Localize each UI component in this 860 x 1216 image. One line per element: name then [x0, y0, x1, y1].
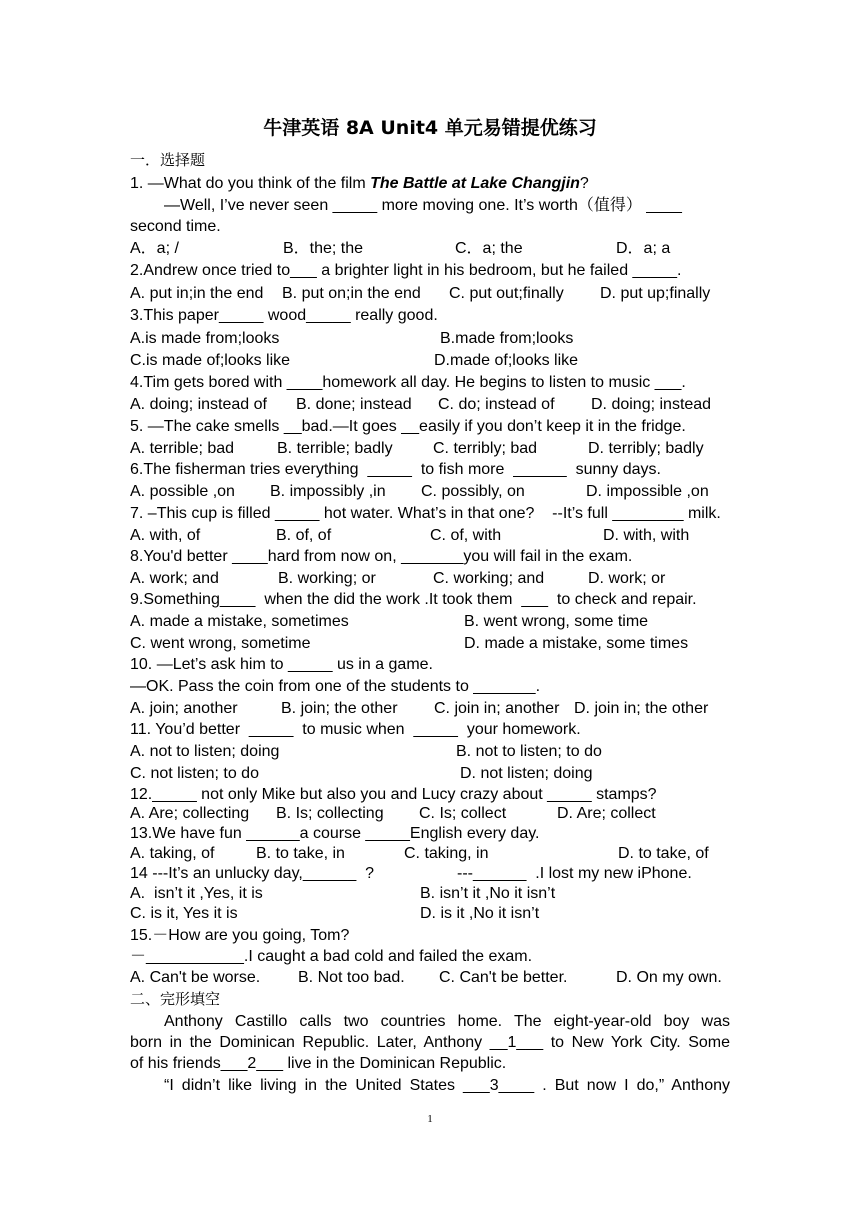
question-15-line2: －___________.I caught a bad cold and failed the exam.: [130, 948, 533, 965]
q1-option-b: B．the; the: [283, 240, 364, 257]
q12-option-a: A. Are; collecting: [130, 805, 250, 822]
q12-option-c: C. Is; collect: [419, 805, 507, 822]
q8-option-a: A. work; and: [130, 570, 219, 587]
q7-option-d: D. with, with: [603, 527, 690, 544]
passage-line-4: [164, 1075, 730, 1096]
q2-option-d: D. put up;finally: [600, 285, 711, 302]
question-14-stem: 14 ---It’s an unlucky day,______ ?: [130, 865, 374, 882]
q3-option-d: D.made of;looks like: [434, 352, 579, 369]
passage-text: “I didn’t like living in the United States: [164, 1077, 463, 1094]
q3-option-c: C.is made of;looks like: [130, 352, 291, 369]
q1-option-c: C．a; the: [455, 240, 523, 257]
q14-option-c: C. is it, Yes it is: [130, 905, 238, 922]
q4-option-c: C. do; instead of: [438, 396, 555, 413]
q10-option-c: C. join in; another: [434, 700, 560, 717]
question-9-stem: 9.Something____ when the did the work .It took them ___ to check and repair.: [130, 591, 697, 608]
q14-option-a: A. isn’t it ,Yes, it is: [130, 885, 263, 902]
question-4-stem: 4.Tim gets bored with ____homework all day. He begins to listen to music ___.: [130, 374, 686, 391]
cloze-blank-3: ___3____: [463, 1077, 535, 1094]
q5-option-b: B. terrible; badly: [277, 440, 393, 457]
question-10-line2: —OK. Pass the coin from one of the students to _______.: [130, 678, 541, 695]
q11-option-a: A. not to listen; doing: [130, 743, 280, 760]
section-heading-cloze: 二、完形填空: [130, 990, 221, 1008]
passage-text: live in the Dominican Republic.: [283, 1055, 507, 1072]
q14-option-d: D. is it ,No it isn’t: [420, 905, 540, 922]
cloze-blank-2: ___2___: [220, 1055, 284, 1072]
q15-option-b: B. Not too bad.: [298, 969, 405, 986]
passage-text: . But now I do,” Anthony: [542, 1077, 730, 1094]
q7-option-b: B. of, of: [276, 527, 332, 544]
question-1-line2: —Well, I’ve never seen _____ more moving one. It’s worth（值得） ____: [164, 197, 682, 214]
q10-option-d: D. join in; the other: [574, 700, 709, 717]
question-14-stem-reply: ---______ .I lost my new iPhone.: [457, 865, 692, 882]
q9-option-b: B. went wrong, some time: [464, 613, 649, 630]
q10-option-a: A. join; another: [130, 700, 238, 717]
question-12-stem: 12._____ not only Mike but also you and Lucy crazy about _____ stamps?: [130, 786, 657, 803]
q10-option-b: B. join; the other: [281, 700, 398, 717]
passage-line-1: Anthony Castillo calls two countries home. The eight-year-old boy was: [164, 1013, 730, 1030]
question-7-stem: 7. –This cup is filled _____ hot water. What’s in that one? --It’s full ________ milk.: [130, 505, 721, 522]
q5-option-c: C. terribly; bad: [433, 440, 538, 457]
q12-option-b: B. Is; collecting: [276, 805, 384, 822]
question-13-stem: 13.We have fun ______a course _____English every day.: [130, 825, 540, 842]
question-1-stem: [130, 173, 589, 194]
q4-option-a: A. doing; instead of: [130, 396, 267, 413]
q13-option-c: C. taking, in: [404, 845, 489, 862]
q9-option-d: D. made a mistake, some times: [464, 635, 689, 652]
question-11-stem: 11. You’d better _____ to music when _____ your homework.: [130, 721, 581, 738]
question-2-stem: 2.Andrew once tried to___ a brighter light in his bedroom, but he failed _____.: [130, 262, 682, 279]
q4-option-b: B. done; instead: [296, 396, 412, 413]
q1-option-a: A．a; /: [130, 240, 179, 257]
q1-prefix: 1. —What do you think of the film: [130, 175, 371, 192]
q13-option-d: D. to take, of: [618, 845, 709, 862]
q13-option-a: A. taking, of: [130, 845, 215, 862]
question-3-stem: 3.This paper_____ wood_____ really good.: [130, 307, 438, 324]
q6-option-a: A. possible ,on: [130, 483, 235, 500]
question-15-stem: 15.－How are you going, Tom?: [130, 927, 350, 944]
q4-option-d: D. doing; instead: [591, 396, 712, 413]
q8-option-c: C. working; and: [433, 570, 545, 587]
passage-line-3: [130, 1053, 506, 1074]
q2-option-b: B. put on;in the end: [282, 285, 421, 302]
passage-text: to New York City. Some: [550, 1034, 730, 1051]
q15-option-a: A. Can't be worse.: [130, 969, 261, 986]
cloze-blank-1: __1___: [489, 1034, 544, 1051]
q5-option-a: A. terrible; bad: [130, 440, 235, 457]
q9-option-c: C. went wrong, sometime: [130, 635, 311, 652]
q14-option-b: B. isn’t it ,No it isn’t: [420, 885, 556, 902]
q15-option-c: C. Can't be better.: [439, 969, 568, 986]
passage-text: born in the Dominican Republic. Later, Anthony: [130, 1034, 483, 1051]
q15-option-d: D. On my own.: [616, 969, 722, 986]
section-heading-choice: 一．选择题: [130, 151, 206, 169]
q3-option-b: B.made from;looks: [440, 330, 574, 347]
passage-line-2: [130, 1032, 730, 1053]
q6-option-d: D. impossible ,on: [586, 483, 709, 500]
q7-option-a: A. with, of: [130, 527, 201, 544]
q11-option-d: D. not listen; doing: [460, 765, 593, 782]
q5-option-d: D. terribly; badly: [588, 440, 704, 457]
q8-option-b: B. working; or: [278, 570, 376, 587]
q11-option-c: C. not listen; to do: [130, 765, 259, 782]
q8-option-d: D. work; or: [588, 570, 666, 587]
q7-option-c: C. of, with: [430, 527, 502, 544]
q1-option-d: D．a; a: [616, 240, 671, 257]
page-title: 牛津英语 8A Unit4 单元易错提优练习: [263, 117, 597, 139]
q11-option-b: B. not to listen; to do: [456, 743, 602, 760]
question-1-line3: second time.: [130, 218, 221, 235]
passage-text: of his friends: [130, 1055, 221, 1072]
question-8-stem: 8.You'd better ____hard from now on, _______you will fail in the exam.: [130, 548, 633, 565]
question-6-stem: 6.The fisherman tries everything _____ to fish more ______ sunny days.: [130, 461, 661, 478]
page-number: 1: [427, 1113, 433, 1125]
q3-option-a: A.is made from;looks: [130, 330, 280, 347]
q2-option-a: A. put in;in the end: [130, 285, 264, 302]
q1-suffix: ?: [579, 175, 589, 192]
q9-option-a: A. made a mistake, sometimes: [130, 613, 349, 630]
q6-option-b: B. impossibly ,in: [270, 483, 386, 500]
q1-film-title: The Battle at Lake Changjin: [370, 175, 580, 192]
q13-option-b: B. to take, in: [256, 845, 345, 862]
q12-option-d: D. Are; collect: [557, 805, 656, 822]
q6-option-c: C. possibly, on: [421, 483, 525, 500]
question-5-stem: 5. —The cake smells __bad.—It goes __easily if you don’t keep it in the fridge.: [130, 418, 686, 435]
question-10-stem: 10. —Let’s ask him to _____ us in a game.: [130, 656, 433, 673]
q2-option-c: C. put out;finally: [449, 285, 564, 302]
